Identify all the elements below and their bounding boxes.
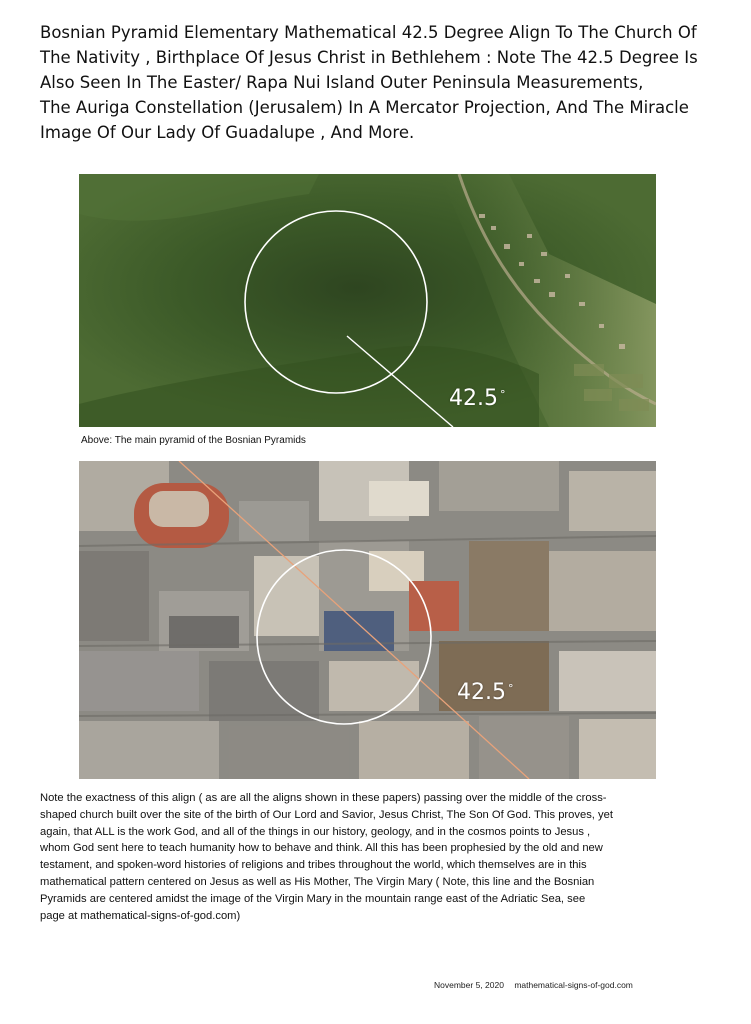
angle-label: [457, 682, 513, 704]
angle-label: [449, 388, 505, 410]
page-footer: [434, 980, 633, 990]
degree-mark: °: [499, 388, 506, 401]
body-line: whom God sent here to teach humanity how to behave and think. All this has been prophesied by the old and new: [40, 842, 603, 855]
church-of-nativity-satellite-image: [79, 461, 656, 779]
footer-site: mathematical-signs-of-god.com: [514, 980, 633, 990]
body-line: mathematical pattern centered on Jesus as well as His Mother, The Virgin Mary ( Note, this line and the Bosnian: [40, 875, 595, 888]
angle-value: 42.5: [457, 680, 506, 705]
title-line: The Auriga Constellation (Jerusalem) In A Mercator Projection, And The Miracle: [40, 98, 689, 117]
angle-value: 42.5: [449, 386, 498, 411]
body-line: again, that ALL is the work God, and all of the things in our history, geology, and in the cosmos points to Jesus ,: [40, 825, 591, 838]
page-title: [40, 20, 720, 145]
forest-terrain-graphic: [79, 174, 656, 427]
body-paragraph: [40, 790, 720, 924]
photo-caption: Above: The main pyramid of the Bosnian Pyramids: [81, 435, 306, 446]
body-line: page at mathematical-signs-of-god.com): [40, 909, 241, 922]
bosnian-pyramid-satellite-image: [79, 174, 656, 427]
city-rooftops-graphic: [79, 461, 656, 779]
degree-mark: °: [507, 682, 514, 695]
body-line: shaped church built over the site of the birth of Our Lord and Savior, Jesus Christ, The Son Of God. This proves, yet: [40, 808, 613, 821]
title-line: Also Seen In The Easter/ Rapa Nui Island Outer Peninsula Measurements,: [40, 73, 644, 92]
body-line: testament, and spoken-word histories of religions and tribes throughout the world, which themselves are in this: [40, 859, 587, 872]
title-line: Image Of Our Lady Of Guadalupe , And More.: [40, 123, 415, 142]
title-line: The Nativity , Birthplace Of Jesus Christ in Bethlehem : Note The 42.5 Degree Is: [40, 48, 698, 67]
footer-date: November 5, 2020: [434, 980, 504, 990]
title-line: Bosnian Pyramid Elementary Mathematical 42.5 Degree Align To The Church Of: [40, 23, 697, 42]
body-line: Note the exactness of this align ( as are all the aligns shown in these papers) passing over the middle of the cross-: [40, 792, 607, 804]
body-line: Pyramids are centered amidst the image of the Virgin Mary in the mountain range east of the Adriatic Sea, see: [40, 892, 586, 905]
